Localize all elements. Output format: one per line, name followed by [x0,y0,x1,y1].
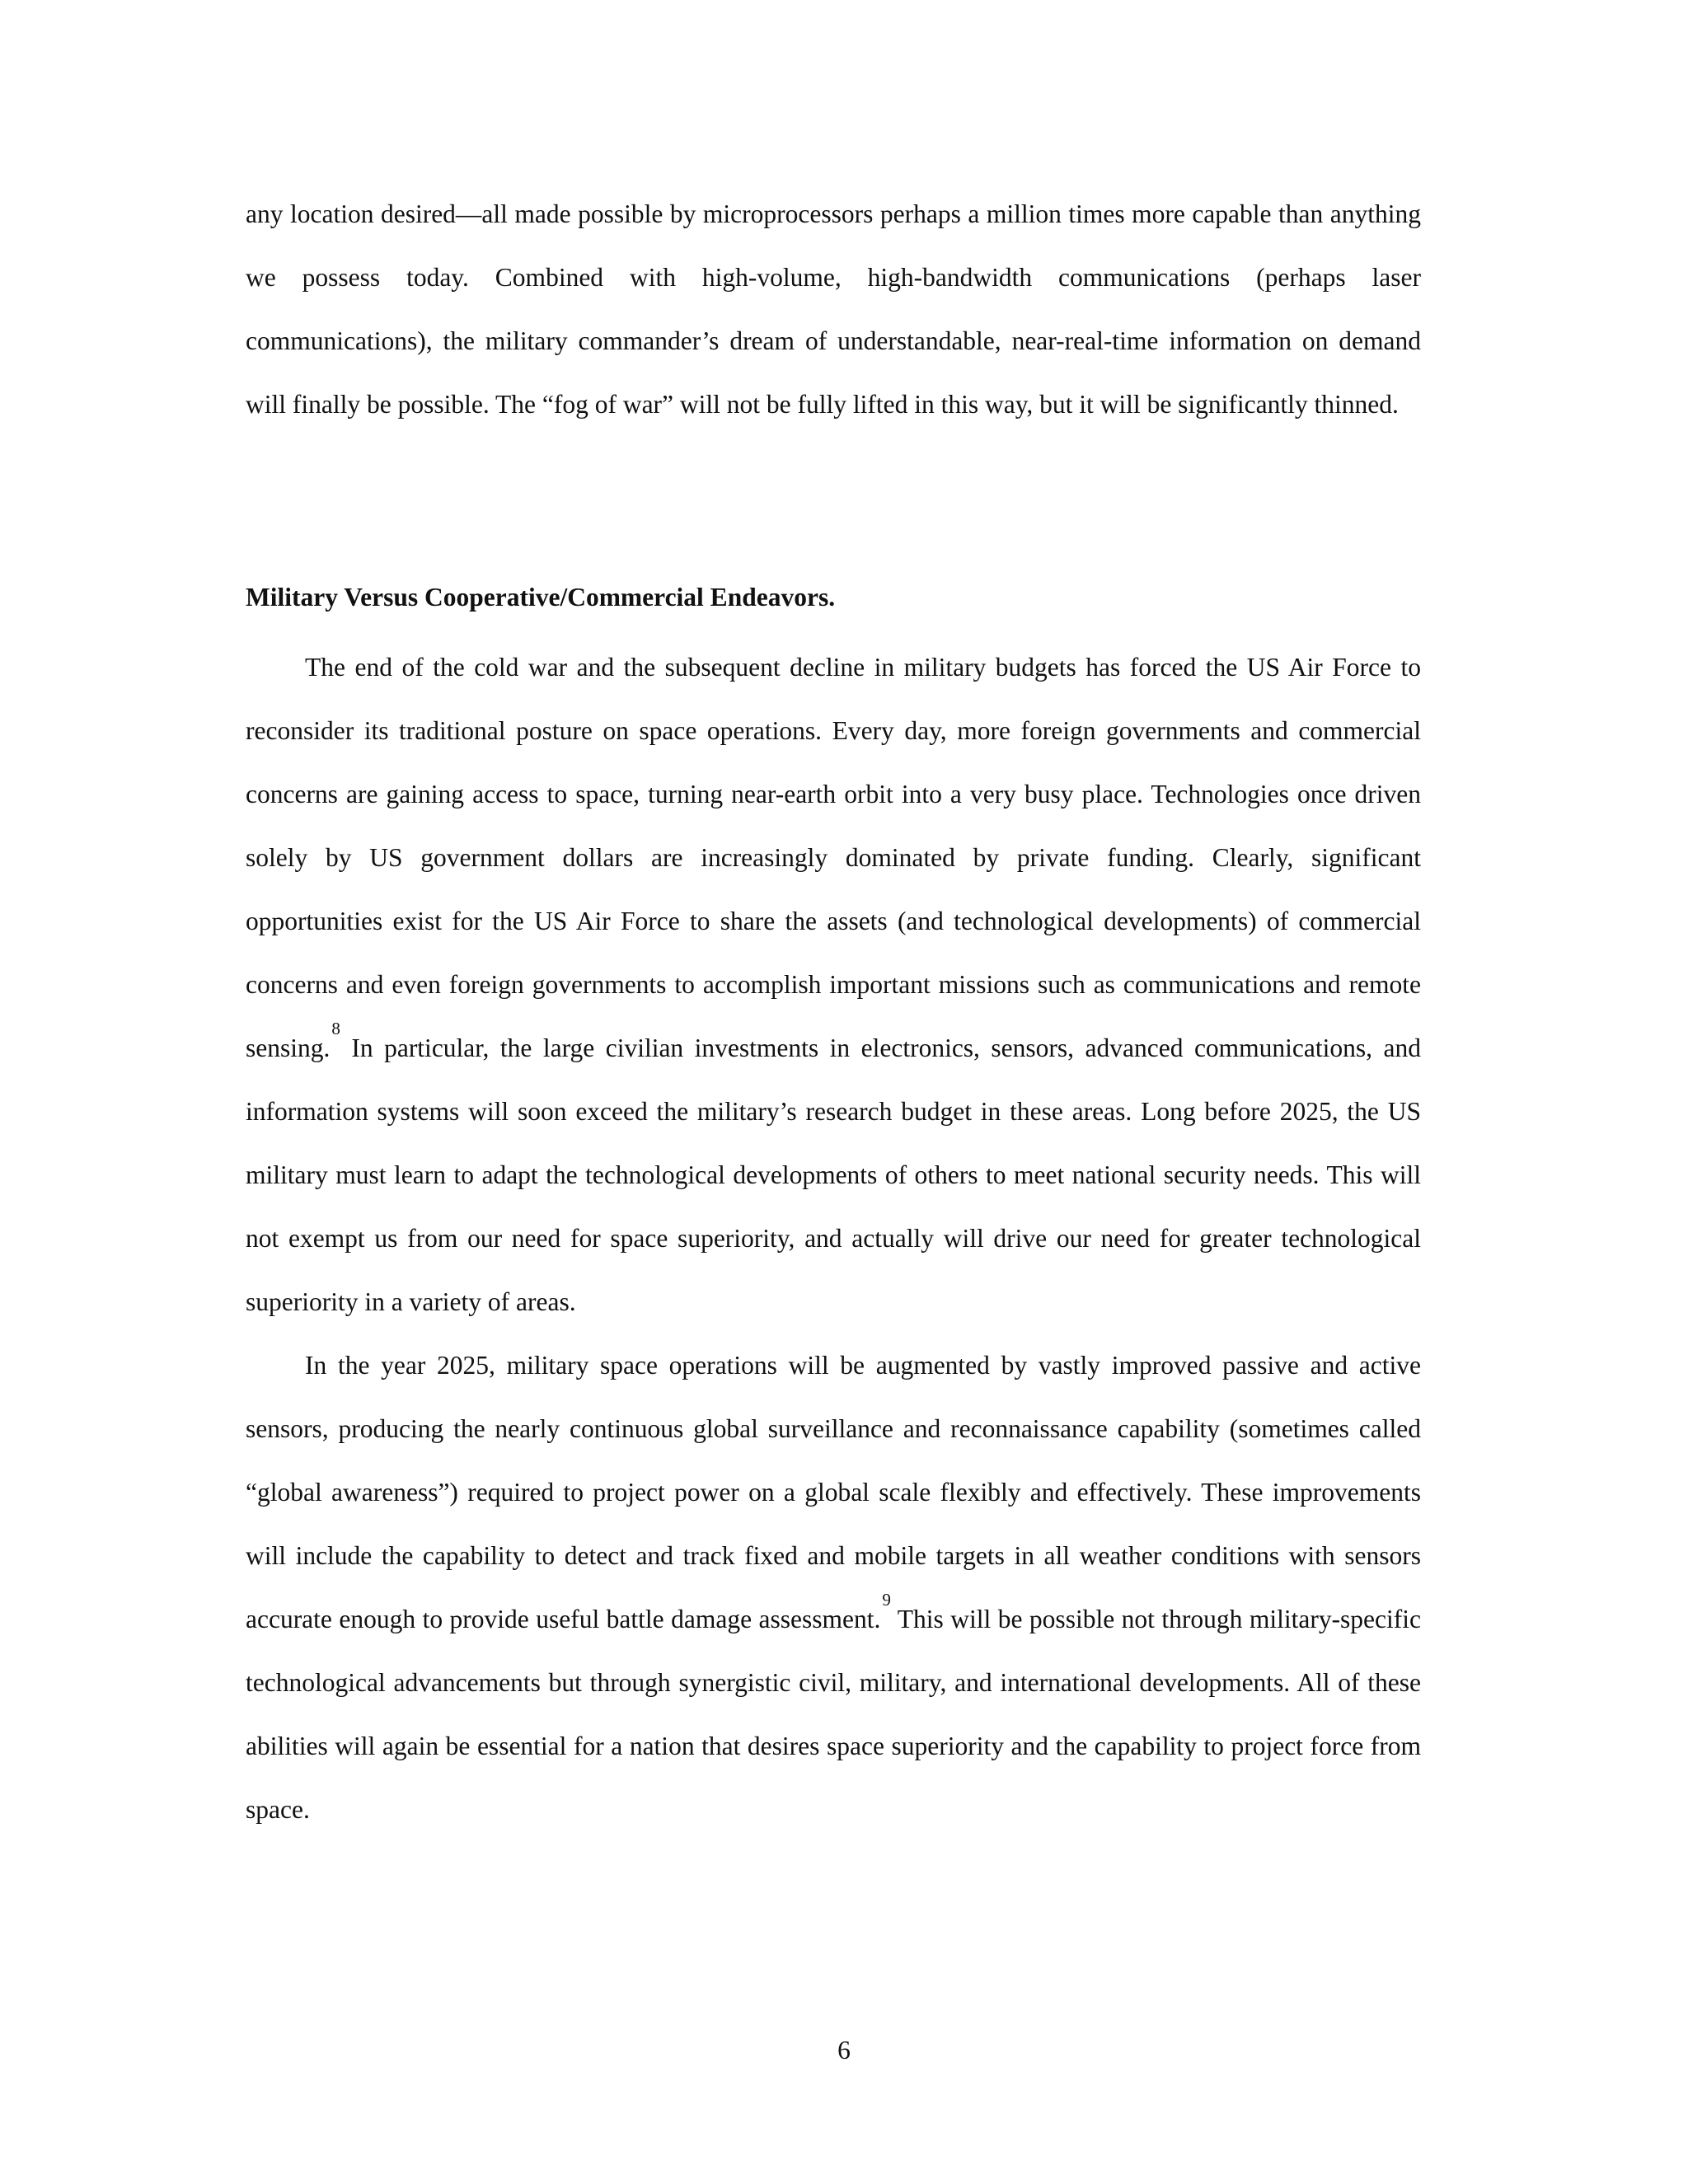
section-body [246,635,1421,1841]
body-paragraph-2 [246,1333,1421,1841]
footnote-marker-8[interactable]: 8 [331,1018,340,1038]
continuation-text-block [246,182,1421,436]
paragraph-1-text-b: In particular, the large civilian investments in electronics, sensors, advanced communications, and information systems will soon exceed the military’s research budget in these areas. Long before 2025, the US military must learn to adapt the technological developments of others to meet national security needs. This will not exempt us from our need for space superiority, and actually will drive our need for greater technological superiority in a variety of areas. [246,1033,1421,1316]
footnote-marker-9[interactable]: 9 [882,1589,891,1610]
paragraph-1-text-a: The end of the cold war and the subsequent decline in military budgets has forced the US Air Force to reconsider its traditional posture on space operations. Every day, more foreign governments and commercial concerns are gaining access to space, turning near-earth orbit into a very busy place. Technologies once driven solely by US government dollars are increasingly dominated by private funding. Clearly, significant opportunities exist for the US Air Force to share the assets (and technological developments) of commercial concerns and even foreign governments to accomplish important missions such as communications and remote sensing. [246,653,1421,1062]
continuation-paragraph: any location desired—all made possible by microprocessors perhaps a million times more capable than anything we possess today. Combined with high-volume, high-bandwidth communications (perhaps laser communications), the military commander’s dream of understandable, near-real-time information on demand will finally be possible. The “fog of war” will not be fully lifted in this way, but it will be significantly thinned. [246,199,1421,419]
section-heading: Military Versus Cooperative/Commercial Endeavors. [246,583,836,612]
paragraph-2-text-b: This will be possible not through military-specific technological advancements but through synergistic civil, military, and international developments. All of these abilities will again be essential for a nation that desires space superiority and the capability to project force from space. [246,1605,1421,1824]
page-number: 6 [837,2036,851,2064]
paragraph-2-text-a: In the year 2025, military space operations will be augmented by vastly improved passive and active sensors, producing the nearly continuous global surveillance and reconnaissance capability (sometimes called “global awareness”) required to project power on a global scale flexibly and effectively. These improvements will include the capability to detect and track fixed and mobile targets in all weather conditions with sensors accurate enough to provide useful battle damage assessment. [246,1351,1421,1633]
body-paragraph-1 [246,635,1421,1333]
